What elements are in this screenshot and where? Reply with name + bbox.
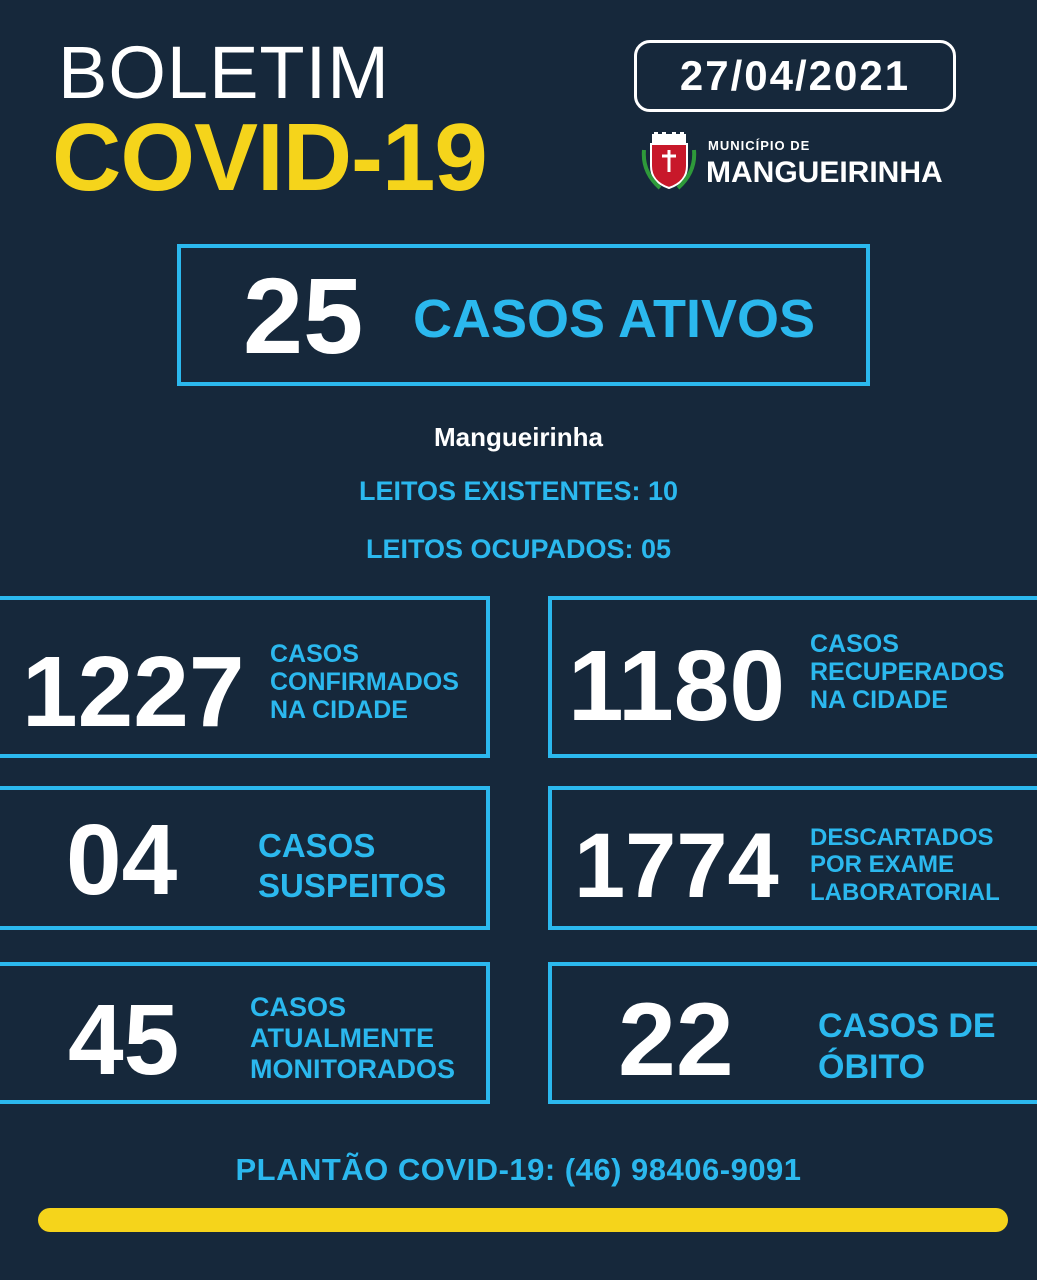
active-cases-box	[177, 244, 870, 386]
municipality-name: MANGUEIRINHA	[706, 156, 943, 189]
title-boletim: BOLETIM	[58, 31, 390, 114]
active-cases-label: CASOS ATIVOS	[413, 289, 816, 349]
city-name: Mangueirinha	[433, 422, 603, 452]
stat-value: 45	[68, 984, 180, 1096]
stat-discarded	[548, 786, 1037, 930]
stat-label: CASOS DE ÓBITO	[818, 1007, 996, 1086]
stat-value: 1227	[22, 636, 245, 748]
stat-label: CASOS ATUALMENTE MONITORADOS	[250, 992, 456, 1085]
stat-label: CASOS CONFIRMADOS NA CIDADE	[270, 640, 459, 724]
coat-of-arms-icon	[640, 132, 698, 192]
stat-value: 22	[618, 982, 734, 1098]
active-cases-value: 25	[243, 255, 364, 376]
stat-recovered	[548, 596, 1037, 758]
stat-confirmed	[0, 596, 490, 758]
stat-suspected	[0, 786, 490, 930]
beds-occupied: LEITOS OCUPADOS: 05	[365, 534, 672, 564]
date-badge	[634, 40, 956, 112]
stat-label: DESCARTADOS POR EXAME LABORATORIAL	[810, 824, 1000, 906]
municipality-label: MUNICÍPIO DE	[708, 138, 811, 153]
hotline-text: PLANTÃO COVID-19: (46) 98406-9091	[235, 1152, 802, 1187]
stat-value: 1180	[568, 630, 785, 742]
stat-deaths	[548, 962, 1037, 1104]
footer-bar	[38, 1208, 1008, 1232]
stat-monitored	[0, 962, 490, 1104]
beds-existing: LEITOS EXISTENTES: 10	[358, 476, 679, 506]
date-text: 27/04/2021	[679, 52, 911, 99]
stat-value: 04	[66, 804, 178, 916]
stat-label: CASOS RECUPERADOS NA CIDADE	[810, 630, 1005, 714]
title-covid: COVID-19	[52, 104, 487, 211]
stat-value: 1774	[574, 815, 779, 917]
stat-label: CASOS SUSPEITOS	[258, 827, 447, 905]
